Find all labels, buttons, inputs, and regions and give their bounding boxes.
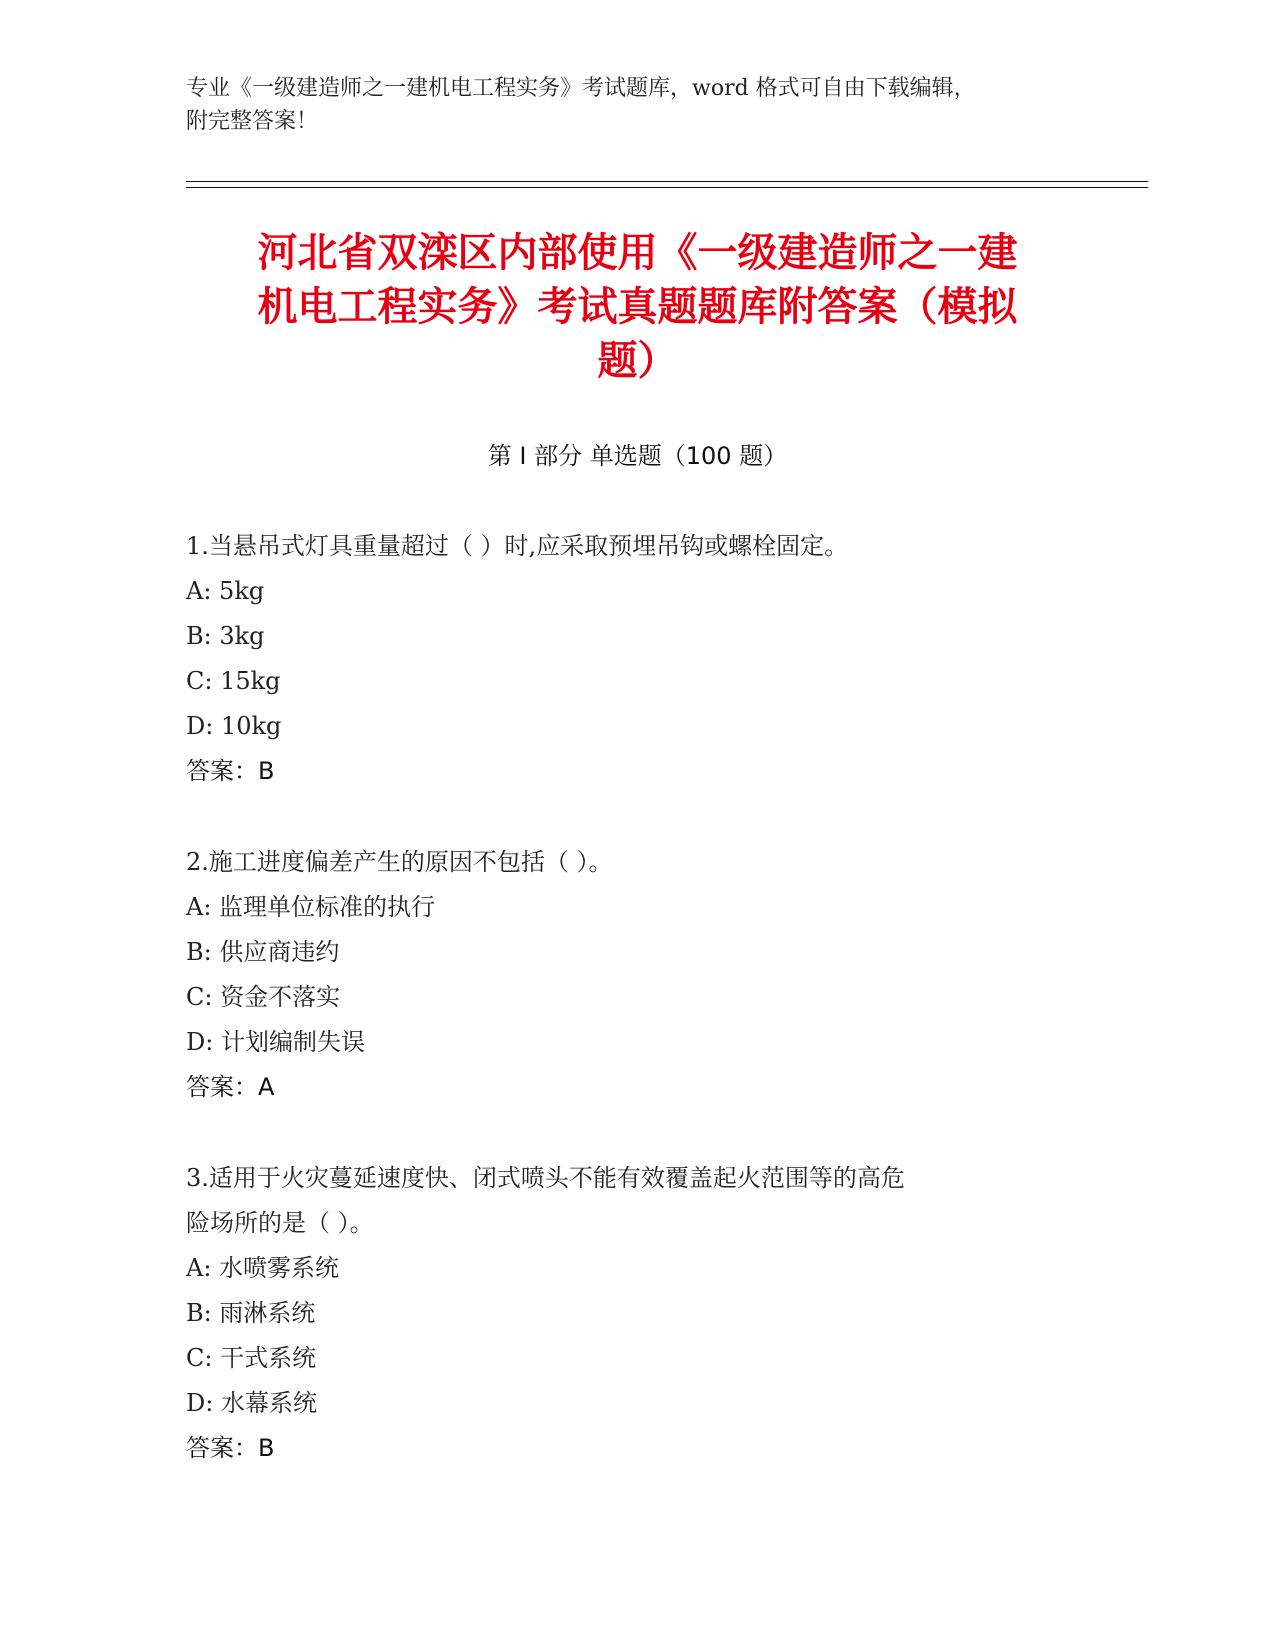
question-stem: 1.当悬吊式灯具重量超过（ ）时,应采取预埋吊钩或螺栓固定。 [186,532,849,560]
question-option-c: C: 干式系统 [186,1344,317,1372]
header-divider-top [186,181,1148,182]
question-list [186,524,1086,1517]
question-option-c: C: 资金不落实 [186,983,341,1011]
question-stem: 3.适用于火灾蔓延速度快、闭式喷头不能有效覆盖起火范围等的高危 [186,1164,905,1192]
header-divider-bottom [186,187,1148,188]
header-note-line: 附完整答案！ [186,109,319,134]
question-answer: 答案：B [186,1434,275,1462]
question-option-d: D: 10kg [186,712,282,740]
document-title-line: 题） [597,338,678,384]
header-note-line: 专业《一级建造师之一建机电工程实务》考试题库，word 格式可自由下载编辑， [186,76,976,101]
question-stem-continued: 险场所的是（ ）。 [186,1209,374,1237]
question-option-a: A: 水喷雾系统 [186,1254,340,1282]
question-answer: 答案：B [186,757,275,785]
question-item [186,840,1086,1110]
question-option-c: C: 15kg [186,667,281,695]
document-title-line: 机电工程实务》考试真题题库附答案（模拟 [257,284,1018,330]
document-title-line: 河北省双滦区内部使用《一级建造师之一建 [257,230,1018,276]
question-option-a: A: 5kg [186,577,265,605]
question-option-b: B: 3kg [186,622,265,650]
question-stem: 2.施工进度偏差产生的原因不包括（ ）。 [186,848,613,876]
question-option-a: A: 监理单位标准的执行 [186,893,436,921]
question-option-d: D: 计划编制失误 [186,1028,365,1056]
question-answer: 答案：A [186,1073,275,1101]
section-title: 第 I 部分 单选题（100 题） [487,442,788,470]
document-title [180,226,1095,388]
question-item [186,1156,1086,1471]
question-item [186,524,1086,794]
question-option-b: B: 供应商违约 [186,938,340,966]
question-option-d: D: 水幕系统 [186,1389,317,1417]
question-option-b: B: 雨淋系统 [186,1299,316,1327]
header-note [186,72,1076,138]
